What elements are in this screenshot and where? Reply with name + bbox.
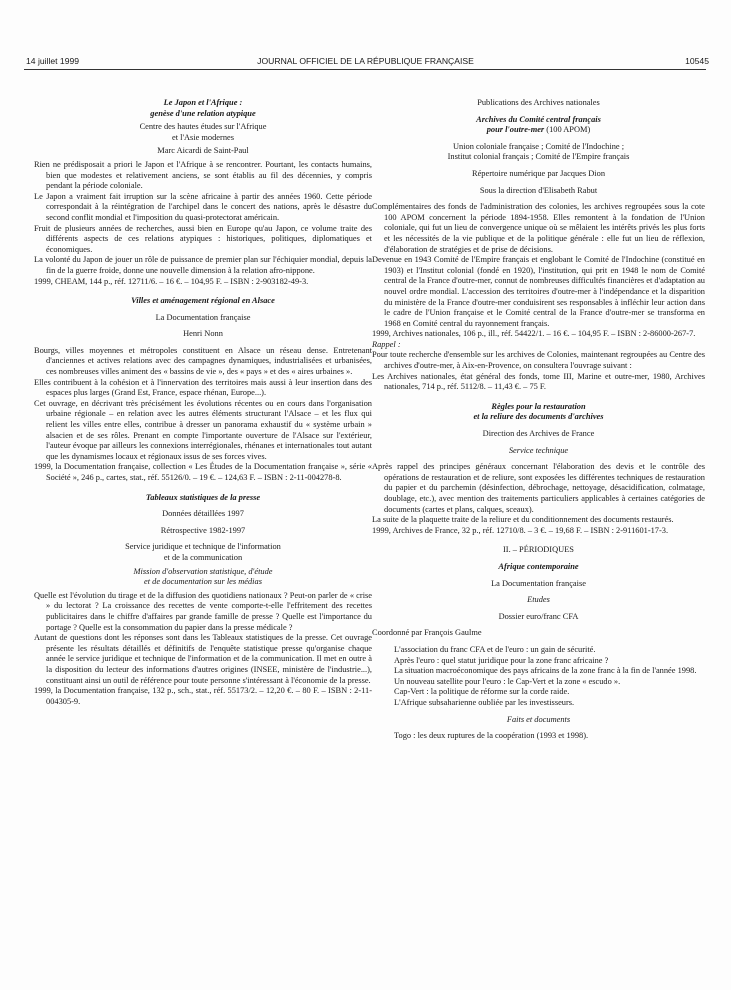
entry-line: Union coloniale française ; Comité de l'Indochine ; <box>452 141 625 151</box>
entry-paragraph: Rien ne prédisposait a priori le Japon et l'Afrique à se rencontrer. Pourtant, les contacts humains, bien que modestes et relativement anciens, se sont établis au fil des décennies, y compris pendant la période coloniale. <box>34 159 372 191</box>
header-rule <box>24 69 706 70</box>
right-column <box>372 98 705 742</box>
entry-title: pour l'outre-mer <box>486 125 545 135</box>
entry-paragraph: Le Japon a vraiment fait irruption sur la scène africaine à partir des années 1960. Cette période correspondait à la réintégration de l'archipel dans le concert des nations, après le désastre du second conflit mondial et l'imposition du quasi-protectorat américain. <box>34 191 372 222</box>
entry-mission: et de documentation sur les médias <box>144 577 262 587</box>
entry-publisher: Publications des Archives nationales <box>477 98 600 107</box>
entry-title: Archives du Comité central français <box>476 114 601 124</box>
entry-reference: 1999, la Documentation française, collection « Les Études de la Documentation française », série « Société », 246 p., cartes, stat., réf. 55126/0. – 19 €. – 124,63 F. – ISBN : 2-11-004278-8. <box>34 462 372 482</box>
entry-japon-afrique <box>34 98 372 287</box>
entry-author: Marc Aicardi de Saint-Paul <box>157 146 249 156</box>
entry-reference: 1999, CHEAM, 144 p., réf. 12711/6. – 16 €. – 104,95 F. – ISBN : 2-903182-49-3. <box>34 276 309 286</box>
entry-paragraph: Devenue en 1943 Comité de l'Empire français et englobant le Comité de l'Indochine (constitué en 1903) et l'Institut colonial (fondé en 1920), l'institution, qui prit en 1948 le nom de Comité central de la France d'outre-mer, connut de nombreuses difficultés financières et d'adaptation au nouvel ordre mondial. L'accession des territoires d'outre-mer à l'indépendance et la disparition du ministère de la France d'outre-mer conduisirent ses responsables à infléchir leur action dans le cadre de l'Union française et le Comité central de la France d'outre-mer se transforma en 1968 en Comité central du rayonnement français. <box>372 255 705 328</box>
entry-org: et l'Asie modernes <box>172 132 234 142</box>
entry-subtitle: et la reliure des documents d'archives <box>473 412 604 422</box>
periodical-dossier: Dossier euro/franc CFA <box>498 611 579 621</box>
periodical-publisher: La Documentation française <box>491 578 586 588</box>
entry-org: Direction des Archives de France <box>482 429 595 439</box>
header-date: 14 juillet 1999 <box>26 56 80 66</box>
entry-paragraph: Elles contribuent à la cohésion et à l'innervation des territoires mais aussi à leur insertion dans des espaces plus larges (Grand Est, France, espace rhénan, Europe...). <box>34 377 372 398</box>
entry-archives-comite <box>372 98 705 393</box>
entry-paragraph: Cet ouvrage, en décrivant très précisément les évolutions récentes ou en cours dans l'organisation urbaine régionale – en relation avec les autres éléments structurant l'Alsace – et les flux qui relient les villes entre elles, contribue à dresser un panorama exhaustif du « système urbain » alsacien et de ses rôles. Prenant en compte l'importante ouverture de l'Alsace sur l'extérieur, l'auteur évoque par ailleurs les connexions interrégionales, rhénanes et internationales tout autant que les dynamismes locaux et régionaux issus de ses forces vives. <box>34 398 372 461</box>
entry-paragraph: La volonté du Japon de jouer un rôle de puissance de premier plan sur l'échiquier mondial, depuis la fin de la guerre froide, donne une nouvelle dimension à la relation afro-nippone. <box>34 255 372 275</box>
entry-title-suffix: (100 APOM) <box>544 125 591 135</box>
list-item: Après l'euro : quel statut juridique pour la zone franc africaine ? <box>394 655 609 665</box>
header-page-number: 10545 <box>685 56 709 66</box>
entry-author: Répertoire numérique par Jacques Dion <box>471 168 606 178</box>
entry-org: et de la communication <box>163 552 243 562</box>
rappel-label: Rappel : <box>372 339 401 349</box>
entry-title: Le Japon et l'Afrique : <box>163 98 243 107</box>
entry-paragraph: Après rappel des principes généraux concernant l'élaboration des devis et le contrôle des opérations de restauration et de reliure, sont exposées les différentes techniques de restauration du papier et du parchemin (désinfection, débrochage, nettoyage, désacidification, colmatage, doublage, etc.), avec mention des traitements particuliers applicables à certaines catégories de documents (cartes et plans, calques, sceaux). <box>372 462 705 514</box>
entry-paragraph: La suite de la plaquette traite de la reliure et du conditionnement des documents restaurés. <box>372 515 674 525</box>
entry-publisher: La Documentation française <box>155 312 251 322</box>
rappel-text: Pour toute recherche d'ensemble sur les archives de Colonies, maintenant regroupées au Centre des archives d'outre-mer, à Aix-en-Provence, on consultera l'ouvrage suivant : <box>372 350 705 371</box>
entry-service: Service technique <box>508 445 569 455</box>
entry-paragraph: Complémentaires des fonds de l'administration des colonies, les archives regroupées sous la cote 100 APOM concernent la période 1894-1958. Elles remontent à la fondation de l'Union coloniale, qui fut un lieu de convergence unique où se mêlaient les intérêts privés les plus forts et les nécessités de la vie publique et de la politique générale : elle fut un lieu de réflexion, d'élaboration de stratégies et de prise de décisions. <box>372 202 705 254</box>
entry-title: Villes et aménagement régional en Alsace <box>131 296 275 306</box>
periodical-contents-list <box>372 645 705 709</box>
list-item: La situation macroéconomique des pays africains de la zone franc à la fin de l'année 1998. <box>394 666 697 676</box>
entry-mission: Mission d'observation statistique, d'étude <box>133 566 273 576</box>
section-periodiques <box>372 545 705 741</box>
entry-title: Règles pour la restauration <box>491 401 586 411</box>
rappel-reference: Les Archives nationales, état général des fonds, tome III, Marine et outre-mer, 1980, Archives nationales, 714 p., réf. 5112/8. – 11,43 €. – 75 F. <box>372 371 705 392</box>
entry-title: Tableaux statistiques de la presse <box>145 492 261 502</box>
entry-restauration <box>372 402 705 537</box>
section-heading: II. – PÉRIODIQUES <box>503 545 574 555</box>
periodical-coordinator: Coordonné par François Gaulme <box>372 628 482 638</box>
page-header <box>0 0 731 72</box>
entry-line: Rétrospective 1982-1997 <box>160 525 246 535</box>
list-item: Cap-Vert : la politique de réforme sur la corde raide. <box>394 687 570 697</box>
entry-alsace <box>34 296 372 484</box>
entry-reference: 1999, la Documentation française, 132 p., sch., stat., réf. 55173/2. – 12,20 €. – 80 F. – ISBN : 2-11-004305-9. <box>34 686 372 706</box>
entry-org: Centre des hautes études sur l'Afrique <box>139 122 267 132</box>
entry-line: Institut colonial français ; Comité de l'Empire français <box>447 152 630 162</box>
entry-direction: Sous la direction d'Elisabeth Rabut <box>479 185 598 195</box>
periodical-togo: Togo : les deux ruptures de la coopération (1993 et 1998). <box>394 731 589 741</box>
periodical-title: Afrique contemporaine <box>498 561 579 571</box>
entry-tableaux-presse <box>34 493 372 708</box>
list-item: Un nouveau satellite pour l'euro : le Cap-Vert et la zone « escudo ». <box>394 676 621 686</box>
periodical-faits: Faits et documents <box>506 714 571 724</box>
entry-subtitle: genèse d'une relation atypique <box>150 108 256 118</box>
entry-paragraph: Bourgs, villes moyennes et métropoles constituent en Alsace un réseau dense. Entretenant d'anciennes et actives relations avec des campagnes dynamiques, industrialisées et urbanisées, ces nombreuses villes animent des « bassins de vie », des « pays » et des « aires urbaines ». <box>34 345 372 377</box>
header-journal-title: JOURNAL OFFICIEL DE LA RÉPUBLIQUE FRANÇAISE <box>257 56 474 66</box>
entry-paragraph: Quelle est l'évolution du tirage et de la diffusion des quotidiens nationaux ? Peut-on parler de « crise » du lectorat ? La croissance des recettes de vente comporte-t-elle l'effritement des recettes publicitaires dans le chiffre d'affaires par grande famille de presse ? Quelle est l'importance du portage ? Quelle est la consommation du papier dans la presse médicale ? <box>34 590 372 632</box>
list-item: L'Afrique subsaharienne oubliée par les investisseurs. <box>394 697 575 707</box>
entry-line: Données détaillées 1997 <box>162 509 244 519</box>
list-item: L'association du franc CFA et de l'euro : un gain de sécurité. <box>394 644 596 654</box>
entry-org: Service juridique et technique de l'information <box>125 542 281 552</box>
entry-reference: 1999, Archives nationales, 106 p., ill., réf. 54422/1. – 16 €. – 104,95 F. – ISBN : 2-86000-267-7. <box>372 329 696 339</box>
entry-paragraph: Autant de questions dont les réponses sont dans les Tableaux statistiques de la presse. Cet ouvrage présente les résultats détaillés et définitifs de l'enquête statistique presse qu'organise chaque année le service juridique et technique de l'information et de la communication. Il met en outre à la disposition du lecteur des informations d'autres origines (INSEE, ministère de l'industrie...), constituant ainsi un outil de référence pour toute personne s'intéressant à l'économie de la presse. <box>34 633 372 685</box>
periodical-series: Etudes <box>527 595 550 605</box>
entry-paragraph: Fruit de plusieurs années de recherches, aussi bien en Europe qu'au Japon, ce volume traite des différents aspects de ces relations atypiques : historiques, politiques, diplomatiques et économiques. <box>34 223 372 254</box>
left-column <box>34 98 372 707</box>
entry-reference: 1999, Archives de France, 32 p., réf. 12710/8. – 3 €. – 19,68 F. – ISBN : 2-911601-17-3. <box>372 525 669 535</box>
entry-author: Henri Nonn <box>183 329 223 339</box>
